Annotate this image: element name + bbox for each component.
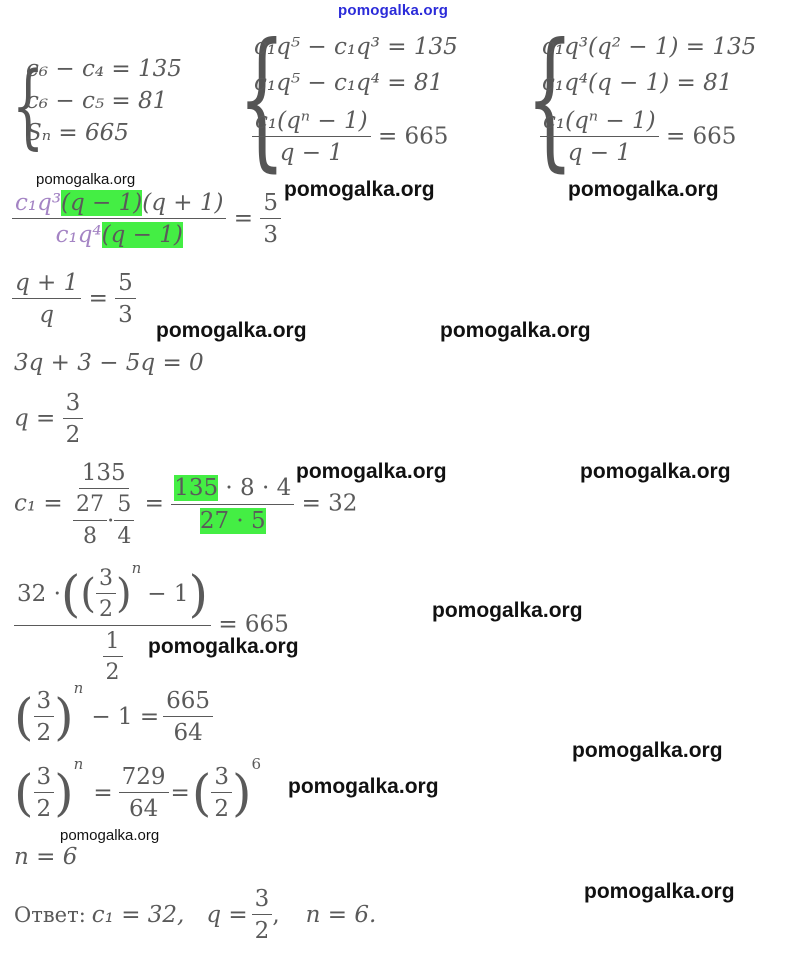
fraction-numerator: 3 — [34, 764, 55, 793]
fraction-numerator: 27 — [73, 492, 107, 520]
fraction-numerator: 3 — [34, 688, 55, 717]
step-7-equation: ( $\frac{3}{2}$ ) n − 1 = $\frac{665}{64}$ — [14, 688, 213, 747]
highlighted-135: 135 — [174, 475, 219, 502]
term-c1q3: c₁q³ — [15, 190, 62, 216]
system-1-line-3: Sₙ = 665 — [26, 120, 129, 146]
system-2-line-3 — [252, 108, 448, 167]
left-brace-icon: { — [12, 52, 45, 159]
result-32: = 32 — [301, 490, 358, 517]
step-2-equation: $\frac{q + 1}{q}$ = $\frac{5}{3}$ — [12, 270, 136, 329]
left-paren-icon: ( — [80, 571, 97, 618]
fraction-numerator: 5 — [115, 270, 136, 299]
equals-value: = 665 — [665, 123, 737, 150]
right-paren-icon: ) — [116, 571, 132, 618]
fraction-denominator: 2 — [254, 918, 270, 945]
fraction-numerator: 665 — [163, 688, 213, 717]
answer-q-equals: q = — [206, 902, 248, 929]
watermark-top: pomogalka.org — [338, 2, 449, 19]
system-2-line-2: c₁q⁵ − c₁q⁴ = 81 — [254, 70, 444, 96]
fraction-denominator: 8 — [83, 523, 97, 549]
step-8-equation: ( $\frac{3}{2}$ ) n = $\frac{729}{64}$ = ( $\frac{3}{2}$ ) 6 — [14, 755, 262, 823]
step-4-equation — [14, 390, 83, 449]
fraction-numerator: 729 — [119, 764, 169, 793]
fraction-numerator: 5 — [260, 190, 281, 219]
answer-label: Ответ: — [14, 903, 86, 928]
watermark-small: pomogalka.org — [60, 827, 160, 844]
watermark: pomogalka.org — [584, 880, 735, 903]
equals-sign: = — [93, 780, 113, 807]
watermark: pomogalka.org — [580, 460, 731, 483]
system-1-line-1: c₆ − c₄ = 135 — [26, 56, 182, 82]
answer-line — [14, 886, 376, 945]
step-9-equation: n = 6 — [14, 844, 78, 870]
right-paren-icon: ) — [188, 565, 209, 624]
fraction-numerator: q + 1 — [12, 270, 81, 299]
step-3-equation: 3q + 3 − 5q = 0 — [14, 350, 204, 376]
fraction-denominator: 3 — [118, 302, 133, 329]
c1-equals: c₁ = — [14, 490, 63, 517]
fraction-denominator: 2 — [36, 720, 52, 747]
fraction-denominator: 2 — [99, 597, 114, 623]
fraction-denominator: 2 — [36, 796, 52, 823]
watermark: pomogalka.org — [148, 635, 299, 658]
fraction-numerator: 135 — [79, 460, 129, 489]
equals-value: = 665 — [377, 123, 449, 150]
highlighted-factor: (q − 1) — [101, 222, 183, 249]
system-2-line-1: c₁q⁵ − c₁q³ = 135 — [254, 34, 458, 60]
answer-n: n = 6. — [305, 902, 377, 929]
fraction-numerator: c₁(qⁿ − 1) — [540, 108, 659, 137]
minus-one: − 1 — [147, 581, 189, 608]
q-equals: q = — [14, 405, 56, 432]
watermark: pomogalka.org — [572, 739, 723, 762]
left-paren-icon: ( — [60, 565, 81, 624]
system-1-line-2: c₆ − c₅ = 81 — [26, 88, 168, 114]
fraction-denominator: q − 1 — [567, 140, 631, 167]
term-c1q4: c₁q⁴ — [55, 222, 102, 249]
fraction-denominator: q — [39, 302, 54, 329]
step-1-equation: $\frac{\text{c₁q³(q − 1)(q + 1)}}{\text{c₁q⁴(q − 1)}}$ = $\frac{5}{3}$ — [12, 190, 281, 249]
right-paren-icon: ) — [54, 764, 74, 823]
term-q-plus-1: (q + 1) — [142, 190, 224, 216]
answer-c1: c₁ = 32, — [91, 902, 185, 929]
equals-665: = 665 — [218, 611, 289, 638]
dot-operator: · — [107, 507, 115, 534]
left-paren-icon: ( — [14, 764, 34, 823]
watermark: pomogalka.org — [296, 460, 447, 483]
fraction-numerator: 3 — [211, 764, 232, 793]
watermark: pomogalka.org — [156, 319, 307, 342]
fraction-numerator: 5 — [114, 492, 134, 520]
fraction-denominator: 4 — [117, 523, 132, 549]
system-3-line-1: c₁q³(q² − 1) = 135 — [542, 34, 757, 60]
highlighted-factor: (q − 1) — [61, 190, 143, 216]
fraction-denominator: 64 — [128, 796, 159, 823]
equals-sign: = — [170, 780, 190, 807]
left-brace-icon: { — [238, 12, 286, 186]
watermark: pomogalka.org — [284, 178, 435, 201]
fraction-numerator: 1 — [103, 629, 123, 657]
fraction-denominator: q − 1 — [279, 140, 343, 167]
fraction-numerator: c₁(qⁿ − 1) — [252, 108, 371, 137]
watermark: pomogalka.org — [568, 178, 719, 201]
fraction-denominator: 64 — [173, 720, 203, 747]
fraction-denominator: 2 — [214, 796, 229, 823]
left-paren-icon: ( — [191, 764, 212, 823]
watermark: pomogalka.org — [432, 599, 583, 622]
fraction-numerator: 3 — [96, 566, 116, 594]
fraction-denominator: 2 — [105, 659, 120, 685]
right-paren-icon: ) — [54, 688, 74, 747]
term-32-dot: 32 · — [17, 581, 61, 608]
fraction-denominator: 2 — [65, 422, 81, 449]
fraction-numerator: 3 — [252, 886, 273, 915]
comma: , — [272, 902, 280, 929]
minus-one-equals: − 1 = — [91, 704, 160, 731]
fraction-denominator: 3 — [263, 222, 278, 249]
fraction-numerator: 3 — [63, 390, 84, 419]
watermark-small: pomogalka.org — [36, 171, 136, 188]
watermark: pomogalka.org — [288, 775, 439, 798]
step-5-equation: c₁ = 135 $\frac{27}{8}$ · $\frac{5}{4}$ = $\frac{135 \cdot 8 \cdot 4}{27 \cdot 5}$ = 32 — [14, 460, 358, 549]
step-6-equation: 32 · ( ( $\frac{3}{2}$ ) n − 1 ) $\frac{1}{2}$ = 665 — [14, 566, 289, 685]
system-3-line-3 — [540, 108, 736, 167]
term-8-4: · 8 · 4 — [218, 475, 292, 502]
highlighted-27-5: 27 · 5 — [199, 507, 266, 534]
left-brace-icon: { — [526, 12, 574, 186]
system-3-line-2: c₁q⁴(q − 1) = 81 — [542, 70, 733, 96]
left-paren-icon: ( — [14, 688, 34, 747]
right-paren-icon: ) — [231, 764, 252, 823]
watermark: pomogalka.org — [440, 319, 591, 342]
